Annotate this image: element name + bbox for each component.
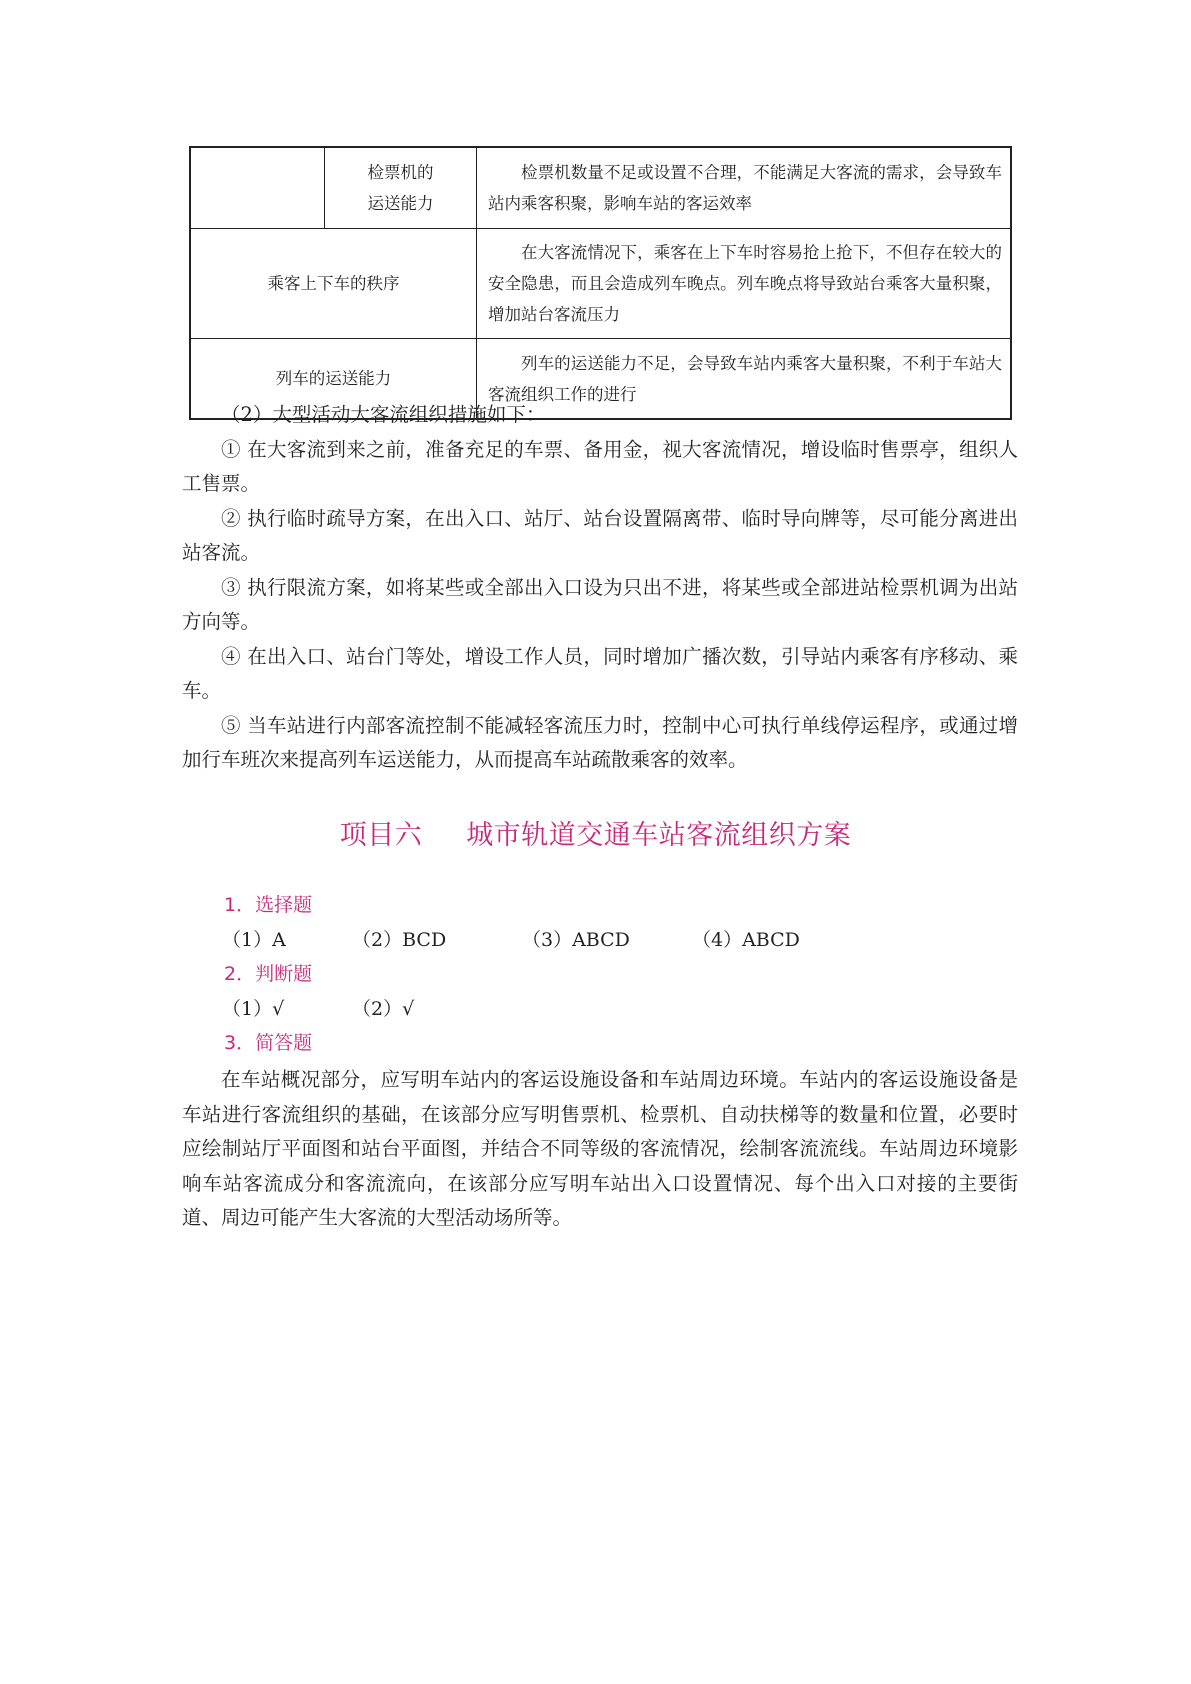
short-answer-text: 在车站概况部分，应写明车站内的客运设施设备和车站周边环境。车站内的客运设施设备是车站进行客流组织的基础，在该部分应写明售票机、检票机、自动扶梯等的数量和位置，必要时应绘制站厅平面图和站台平面图，并结合不同等级的客流情况，绘制客流流线。车站周边环境影响车站客流成分和客流流向，在该部分应写明车站出入口设置情况、每个出入口对接的主要街道、周边可能产生大客流的大型活动场所等。 [182,1068,1018,1229]
answer-item: （1）A [222,929,286,951]
measure-item: ① 在大客流到来之前，准备充足的车票、备用金，视大客流情况，增设临时售票亭，组织人工售票。 [182,437,1018,495]
question-heading-judge: 2．判断题 [224,963,313,985]
section-title [0,813,1191,852]
table-cell-desc: 检票机数量不足或设置不合理，不能满足大客流的需求，会导致车站内乘客积聚，影响车站的客运效率 [477,147,1012,229]
short-answer [182,1063,1018,1236]
project-number: 项目六 [339,820,423,851]
table-cell-label: 列车的运送能力 [190,339,477,420]
table-cell-sublabel [325,147,477,229]
answer-item: （3）ABCD [522,929,630,951]
table-cell-desc: 在大客流情况下，乘客在上下车时容易抢上抢下，不但存在较大的安全隐患，而且会造成列车晚点。列车晚点将导致站台乘客大量积聚，增加站台客流压力 [477,229,1012,339]
measures-intro: （2）大型活动大客流组织措施如下： [221,403,546,426]
question-heading-short: 3．简答题 [224,1032,313,1054]
table-row [190,147,1011,229]
measure-item: ② 执行临时疏导方案，在出入口、站厅、站台设置隔离带、临时导向牌等，尽可能分离进出站客流。 [182,506,1018,564]
table-cell-empty [190,147,325,229]
table-row [190,229,1011,339]
project-title: 城市轨道交通车站客流组织方案 [466,820,852,851]
answer-item: （2）BCD [352,929,447,951]
measure-item: ⑤ 当车站进行内部客流控制不能减轻客流压力时，控制中心可执行单线停运程序，或通过增加行车班次来提高列车运送能力，从而提高车站疏散乘客的效率。 [182,713,1018,771]
factors-table [189,146,1012,420]
table-cell-label: 乘客上下车的秩序 [190,229,477,339]
table-cell-desc: 列车的运送能力不足，会导致车站内乘客大量积聚，不利于车站大客流组织工作的进行 [477,339,1012,420]
answer-item: （1）√ [222,998,285,1020]
sublabel-line-2: 运送能力 [367,194,434,213]
measures-section [182,398,1018,778]
answer-item: （4）ABCD [692,929,800,951]
answer-item: （2）√ [352,998,415,1020]
measure-item: ③ 执行限流方案，如将某些或全部出入口设为只出不进，将某些或全部进站检票机调为出站方向等。 [182,575,1018,633]
question-heading-choice: 1．选择题 [224,894,313,916]
sublabel-line-1: 检票机的 [367,163,434,182]
measure-item: ④ 在出入口、站台门等处，增设工作人员，同时增加广播次数，引导站内乘客有序移动、乘车。 [182,644,1018,702]
